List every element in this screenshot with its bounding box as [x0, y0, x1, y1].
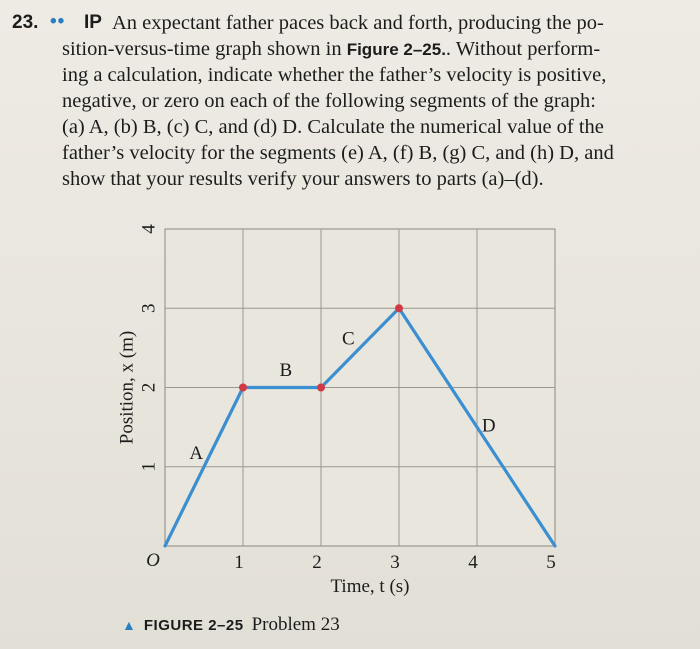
- problem-line-2-text: sition-versus-time graph shown in: [62, 38, 342, 60]
- data-point: [239, 384, 247, 392]
- x-tick-label: 3: [390, 552, 400, 573]
- problem-line-7: show that your results verify your answers to parts (a)–(d).: [62, 168, 544, 190]
- segment-label-a: A: [189, 443, 204, 465]
- difficulty-dots: ••: [50, 11, 66, 32]
- problem-line-6: father’s velocity for the segments (e) A, (f) B, (g) C, and (h) D, and: [62, 142, 614, 164]
- figure-caption: [122, 614, 340, 636]
- caption-triangle-icon: ▲: [122, 619, 136, 634]
- segment-label-c: C: [341, 328, 355, 350]
- y-tick-label: 4: [138, 224, 160, 234]
- x-tick-label: 1: [234, 552, 244, 573]
- y-tick-label: 2: [138, 382, 160, 393]
- problem-line-5: (a) A, (b) B, (c) C, and (d) D. Calculate the numerical value of the: [62, 116, 604, 138]
- data-point: [317, 384, 325, 392]
- problem-line-2-tail: . Without perform-: [445, 38, 601, 60]
- data-point: [395, 304, 403, 312]
- y-axis-label: Position, x (m): [116, 330, 138, 445]
- x-tick-label: 5: [546, 552, 556, 573]
- y-tick-label: 3: [138, 303, 160, 313]
- problem-number: 23.: [12, 12, 39, 33]
- segment-label-b: B: [279, 360, 293, 382]
- ip-tag: IP: [84, 12, 102, 33]
- caption-text: Problem 23: [251, 614, 340, 635]
- segment-label-d: D: [481, 415, 496, 437]
- problem-line-4: negative, or zero on each of the following segments of the graph:: [62, 90, 596, 112]
- figure-reference: Figure 2–25.: [346, 40, 446, 59]
- x-tick-label: 2: [312, 552, 322, 573]
- x-tick-label: 4: [468, 552, 478, 573]
- caption-label: FIGURE 2–25: [143, 617, 244, 634]
- origin-label: O: [146, 550, 160, 571]
- problem-line-1: An expectant father paces back and forth, producing the po-: [112, 12, 604, 34]
- x-axis-label: Time, t (s): [330, 576, 410, 597]
- problem-line-3: ing a calculation, indicate whether the father’s velocity is positive,: [62, 64, 607, 86]
- y-tick-label: 1: [138, 462, 160, 472]
